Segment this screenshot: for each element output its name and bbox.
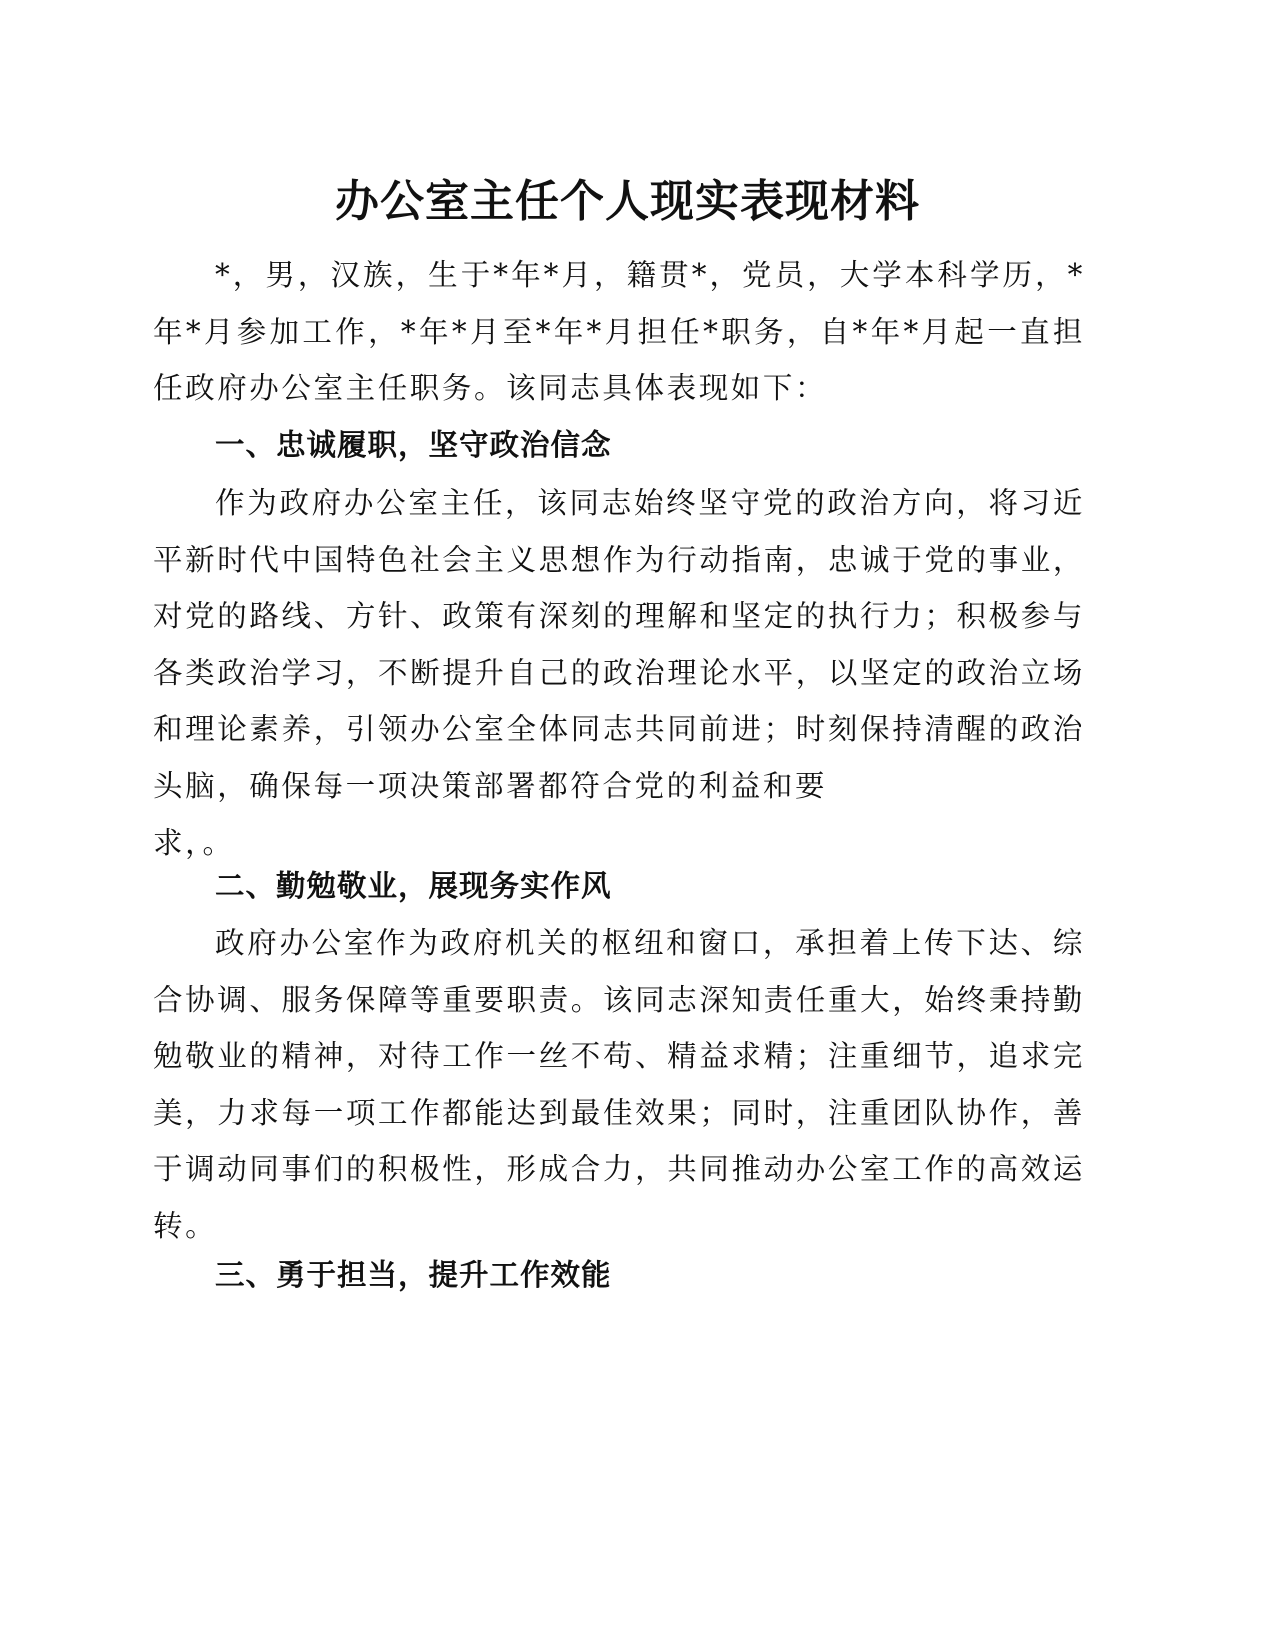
document-title: 办公室主任个人现实表现材料 — [335, 176, 920, 227]
section-heading-3: 三、勇于担当，提升工作效能 — [215, 1258, 612, 1292]
section-heading-1: 一、忠诚履职，坚守政治信念 — [215, 428, 612, 462]
section-heading-2: 二、勤勉敬业，展现务实作风 — [215, 869, 612, 903]
section-paragraph-1-tail: 求，。 — [153, 826, 235, 860]
section-paragraph-2: 政府办公室作为政府机关的枢纽和窗口，承担着上传下达、综合协调、服务保障等重要职责。该同志深知责任重大，始终秉持勤勉敬业的精神，对待工作一丝不苟、精益求精；注重细节，追求完美，力求每一项工作都能达到最佳效果；同时，注重团队协作，善于调动同事们的积极性，形成合力，共同推动办公室工作的高效运转。 — [153, 926, 1085, 1243]
section-paragraph-1: 作为政府办公室主任，该同志始终坚守党的政治方向，将习近平新时代中国特色社会主义思想作为行动指南，忠诚于党的事业，对党的路线、方针、政策有深刻的理解和坚定的执行力；积极参与各类政治学习，不断提升自己的政治理论水平，以坚定的政治立场和理论素养，引领办公室全体同志共同前进；时刻保持清醒的政治头脑，确保每一项决策部署都符合党的利益和要 — [153, 486, 1085, 803]
intro-paragraph: *，男，汉族，生于*年*月，籍贯*，党员，大学本科学历，*年*月参加工作，*年*月至*年*月担任*职务，自*年*月起一直担任政府办公室主任职务。该同志具体表现如下： — [153, 258, 1085, 405]
